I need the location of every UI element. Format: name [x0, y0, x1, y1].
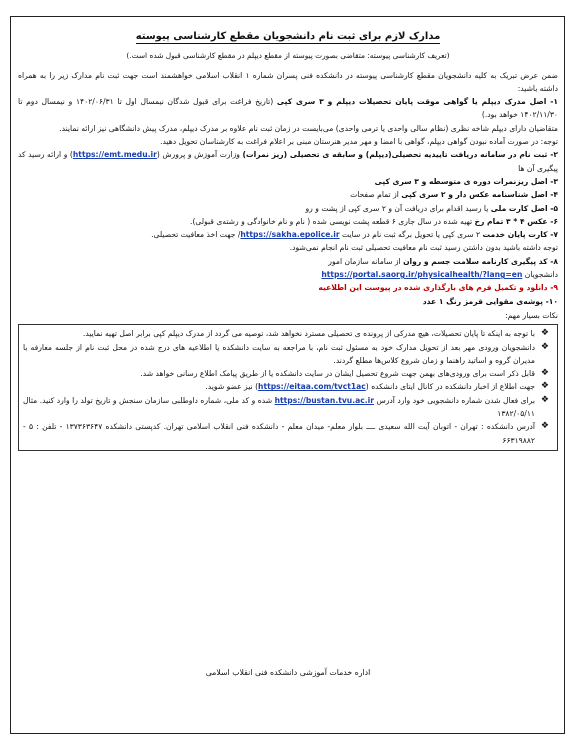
item2-text: وزارت آموزش و پرورش: [162, 150, 240, 160]
item6-title: ۶- عکس ۴ * ۳ تمام رخ: [474, 216, 558, 226]
note-item: ❖ قابل ذکر است برای ورودی‌های بهمن جهت شروع تحصیل ایشان در سایت دانشکده یا از طریق پیامک اطلاع رسانی خواهد شد.: [23, 367, 551, 380]
footer-signature: اداره خدمات آموزشی دانشکده فنی انقلاب اسلامی: [205, 668, 371, 677]
diamond-bullet-icon: ❖: [540, 421, 549, 432]
list-item-2: ۲- ثبت نام در سامانه دریافت تاییدیه تحصیلی(دیپلم) و سابقه ی تحصیلی (ریز نمرات) وزارت آموزش و پرورش (https://emt.medu.ir) و ارائه رسید کد پیگیری آن ها: [18, 150, 558, 173]
item5-title: ۵- اصل کارت ملی: [490, 203, 558, 213]
notes-title: نکات بسیار مهم:: [505, 310, 558, 320]
item1-text: (تاریخ فراغت برای قبول شدگان نیمسال اول تا ۱۴۰۲/۰۶/۳۱ و نیمسال دوم تا ۱۴۰۲/۱۱/۳۰ خواهد بود.): [18, 97, 558, 120]
note-item: ❖ دانشجویان ورودی مهر بعد از تحویل مدارک خود به مسئول ثبت نام، با مراجعه به سایت دانشکده یا اطلاعیه های درج شده در محل ثبت نام از جلسه معارفه با مدیران گروه و اساتید راهنما و زمان شروع کلاس‌ها مطلع گردند.: [23, 341, 549, 365]
item3-title: ۳- اصل ریزنمرات دوره ی متوسطه و ۳ سری کپی: [374, 176, 558, 186]
item7-tail: جهت اخذ معافیت تحصیلی.: [151, 230, 236, 240]
sakha-link[interactable]: https://sakha.epolice.ir: [240, 230, 340, 240]
item8-link-line: [18, 268, 558, 281]
diamond-bullet-icon: ❖: [540, 381, 549, 392]
diamond-bullet-icon: ❖: [540, 328, 549, 339]
list-item-1: [18, 95, 558, 122]
item2-tail: و ارائه رسید کد پیگیری آن ها: [18, 150, 558, 173]
list-item-7: ۷- کارت پایان خدمت ۲ سری کپی یا تحویل برگه ثبت نام در سایت https://sakha.epolice.ir/ جهت اخذ معافیت تحصیلی.: [151, 230, 558, 240]
list-item-4: [18, 188, 558, 201]
item8-title: ۸- کد پیگیری کارنامه سلامت جسم و روان: [403, 256, 558, 266]
eitaa-link[interactable]: https://eitaa.com/tvct1ac: [258, 382, 366, 392]
item4-text: از تمام صفحات: [350, 190, 399, 200]
item8-prefix: دانشجویان: [524, 270, 558, 280]
item1-title: ۱- اصل مدرک دیپلم یا گواهی موقت پایان تحصیلات دیپلم و ۳ سری کپی: [276, 97, 559, 107]
bustan-link[interactable]: https://bustan.tvu.ac.ir: [274, 395, 374, 405]
page-subtitle: (تعریف کارشناسی پیوسته: متقاضی بصورت پیوسته از مقطع دیپلم در مقطع کارشناسی قبول شده است.): [126, 51, 450, 61]
item7-note: توجه داشته باشید بدون داشتن رسید ثبت نام معافیت تحصیلی ثبت نام انجام نمی‌شود.: [289, 243, 558, 253]
emt-link[interactable]: https://emt.medu.ir: [72, 150, 157, 160]
note-item: ❖ آدرس دانشکده : تهران - اتوبان آیت الله سعیدی ــــ بلوار معلم- میدان معلم - دانشکده فنی انقلاب اسلامی تهران. کدپستی دانشکده ۱۳۷۳۶۳۶۴۷ - تلفن : ۵ - ۶۶۳۱۹۸۸۲: [23, 421, 549, 445]
list-item-3: [18, 175, 558, 188]
item1-attention: توجه: در صورت آماده نبودن گواهی دیپلم، گواهی با امضا و مهر مدیر هنرستان مبنی بر اعلام فراغت به کارشناسان تحویل دهید.: [160, 137, 558, 147]
list-item-10: ۱۰- پوشه‌ی مقوایی قرمز رنگ ۱ عدد: [422, 296, 558, 306]
note-item: ❖ جهت اطلاع از اخبار دانشکده در کانال ایتای دانشکده (https://eitaa.com/tvct1ac) نیز عضو شوید.: [23, 380, 551, 393]
item6-text: تهیه شده در سال جاری ۶ قطعه پشت نویسی شده ( نام و نام خانوادگی و رشته‌ی قبولی).: [190, 216, 473, 226]
page-title: مدارک لازم برای ثبت نام دانشجویان مقطع کارشناسی پیوسته: [135, 31, 441, 42]
item2-title: ۲- ثبت نام در سامانه دریافت تاییدیه تحصیلی(دیپلم) و سابقه ی تحصیلی (ریز نمرات): [242, 150, 558, 160]
item4-title: ۴- اصل شناسنامه عکس دار و ۲ سری کپی: [401, 190, 558, 200]
diamond-bullet-icon: ❖: [540, 368, 549, 379]
list-item-8: [18, 255, 558, 268]
item7-text: ۲ سری کپی یا تحویل برگه ثبت نام در سایت: [342, 230, 481, 240]
item5-text: یا رسید اقدام برای دریافت آن و ۲ سری کپی از پشت و رو: [305, 203, 489, 213]
item7-title: ۷- کارت پایان خدمت: [482, 230, 558, 240]
item8-text: از سامانه سازمان امور: [328, 256, 401, 266]
list-item-9: ۹- دانلود و تکمیل فرم های بارگذاری شده در پیوست این اطلاعیه: [318, 283, 558, 293]
saorg-link[interactable]: https://portal.saorg.ir/physicalhealth/?lang=en: [321, 270, 523, 280]
diamond-bullet-icon: ❖: [540, 341, 549, 352]
notes-box: [18, 324, 558, 451]
note-item: ❖ با توجه به اینکه تا پایان تحصیلات، هیچ مدرکی از پرونده ی تحصیلی مسترد نخواهد شد، توصیه می گردد از مدرک دیپلم کپی برابر اصل تهیه نمایید.: [23, 327, 551, 340]
list-item-6: [18, 215, 558, 228]
item1-note: متقاضیان دارای دیپلم شاخه نظری (نظام سالی واحدی یا ترمی واحدی) می‌بایست در زمان ثبت نام علاوه بر مدرک دیپلم، مدرک پیش دانشگاهی نیز ارائه نمایند.: [59, 123, 558, 133]
intro-paragraph: ضمن عرض تبریک به کلیه دانشجویان مقطع کارشناسی پیوسته در دانشکده فنی پسران شماره ۱ انقلاب اسلامی خواهشمند است جهت ثبت نام مدارک زیر را به همراه داشته باشید:: [18, 70, 558, 93]
document-content: [18, 30, 558, 451]
list-item-5: [18, 202, 558, 215]
note-item: ❖ برای فعال شدن شماره دانشجویی خود وارد آدرس https://bustan.tvu.ac.ir شده و کد ملی، شماره داوطلبی سازمان سنجش و تاریخ تولد را وارد کنید. مثال ۱۳۸۲/۰۵/۱۱: [23, 394, 549, 419]
diamond-bullet-icon: ❖: [540, 394, 549, 405]
